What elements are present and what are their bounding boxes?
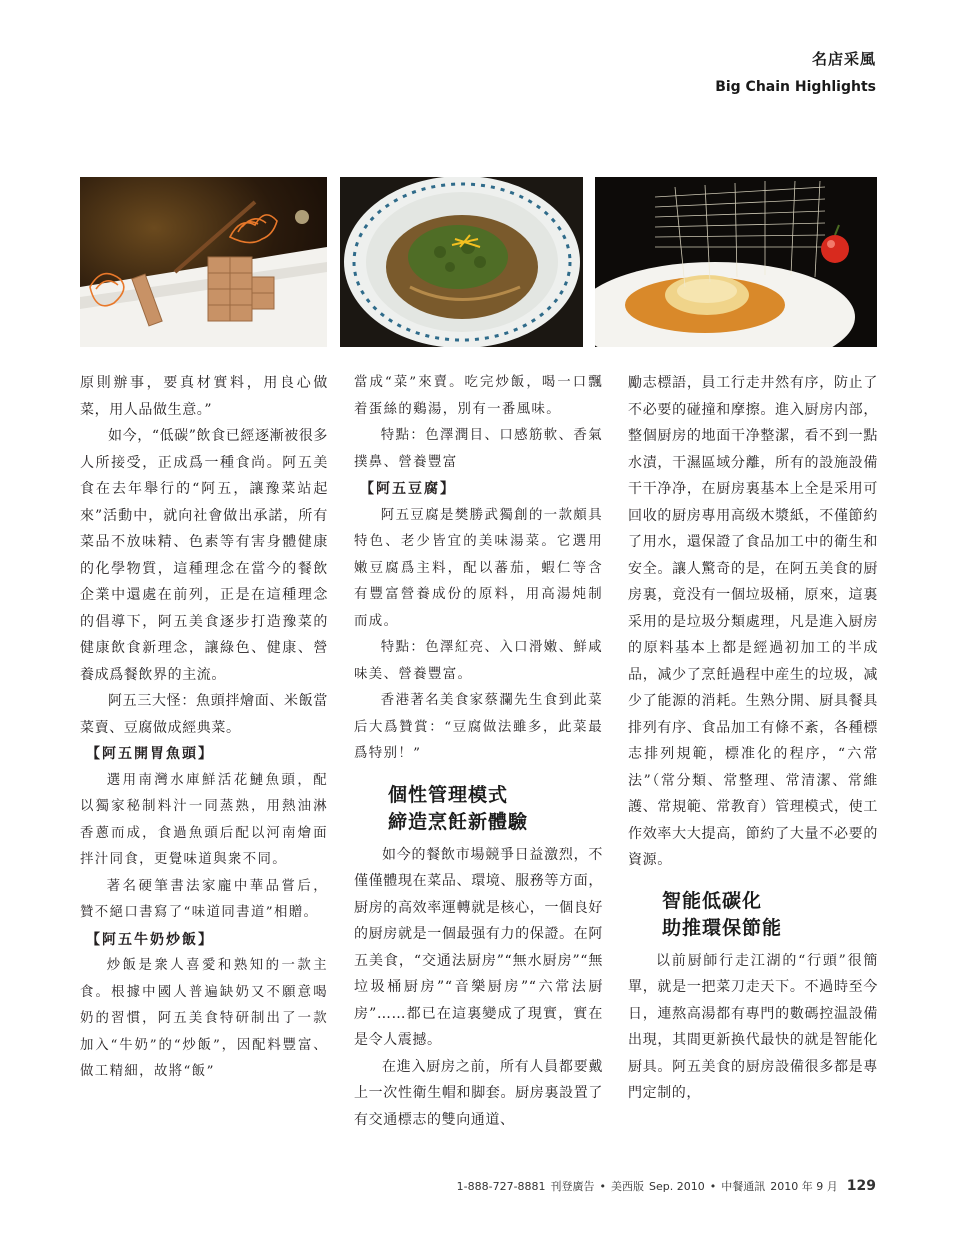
footer-separator: • bbox=[599, 1180, 607, 1193]
paragraph: 以前厨師行走江湖的“行頭”很簡單，就是一把菜刀走天下。不過時至今日，連熬高湯都有專門的數碼控温設備出現，其間更新换代最快的就是智能化厨具。阿五美食的厨房設備很多都是專門定制的， bbox=[628, 952, 878, 1101]
paragraph: 著名硬筆書法家龐中華品嘗后，贊不絕口書寫了“味道同書道”相贈。 bbox=[80, 878, 328, 920]
footer-separator: • bbox=[709, 1180, 717, 1193]
paragraph: 如今，“低碳”飲食已經逐漸被很多人所接受，正成爲一種食尚。阿五美食在去年舉行的“阿五，讓豫菜站起來”活動中，就向社會做出承諾，所有菜品不放味精、色素等有害身體健康的化學物質，這種理念在當今的餐飲企業中還處在前列，正是在這種理念的倡導下，阿五美食逐步打造豫菜的健康飲食新理念，讓綠色、健康、營養成爲餐飲界的主流。 bbox=[80, 428, 328, 683]
subheading-line: 締造烹飪新體驗 bbox=[388, 810, 529, 833]
paragraph: 特點：色澤紅亮、入口滑嫩、鮮咸味美、營養豐富。 bbox=[354, 640, 603, 682]
fried-tofu-dish-photo bbox=[595, 177, 877, 347]
dish-heading: 【阿五開胃魚頭】 bbox=[86, 746, 214, 762]
paragraph: 勵志標語，員工行走井然有序，防止了不必要的碰撞和摩擦。進入厨房内部，整個厨房的地面干净整潔，看不到一點水漬，干濕區域分離，所有的設施設備干干净净，在厨房裏基本上全是采用可回收的厨房專用高级木漿紙，不僅節約了用水，還保證了食品加工中的衛生和安全。讓人驚奇的是，在阿五美食的厨房裏，竟没有一個垃圾桶，原來，這裏采用的是垃圾分類處理，凡是進入厨房的原料基本上都是經過初加工的半成品，减少了烹飪過程中産生的垃圾，减少了能源的消耗。生熟分開、厨具餐具排列有序、食品加工有條不紊，各種標志排列規範，標准化的程序，“六常法”（常分類、常整理、常清潔、常維護、常規範、常教育）管理模式，使工作效率大大提高，節約了大量不必要的資源。 bbox=[628, 375, 878, 868]
footer-magazine: 中餐通訊 bbox=[721, 1180, 766, 1193]
dish-heading: 【阿五豆腐】 bbox=[360, 481, 456, 497]
subheading-line: 助推環保節能 bbox=[662, 916, 783, 939]
paragraph: 阿五三大怪：魚頭拌燴面、米飯當菜賣、豆腐做成經典菜。 bbox=[80, 693, 328, 736]
paragraph: 當成“菜”來賣。吃完炒飯，喝一口飄着蛋絲的鷄湯，別有一番風味。 bbox=[354, 375, 603, 417]
dessert-photo bbox=[80, 177, 327, 347]
footer-phone: 1-888-727-8881 bbox=[456, 1180, 546, 1193]
paragraph: 如今的餐飲市場競爭日益激烈，不僅僅體現在菜品、環境、服務等方面，厨房的高效率運轉就是核心，一個良好的厨房就是一個最强有力的保證。在阿五美食，“交通法厨房”“無水厨房”“無垃圾桶厨房”“音樂厨房”“六常法厨房”……都已在這裏變成了現實，實在是令人震撼。 bbox=[354, 846, 603, 1048]
text-column-2 bbox=[354, 370, 603, 1133]
paragraph: 選用南灣水庫鮮活花鰱魚頭，配以獨家秘制料汁一同蒸熟，用熱油淋香蔥而成，食過魚頭后配以河南燴面拌汁同食，更覺味道與衆不同。 bbox=[80, 772, 328, 867]
section-subheading bbox=[354, 782, 603, 836]
text-column-1 bbox=[80, 370, 328, 1086]
paragraph: 特點：色澤潤目、口感筋軟、香氣撲鼻、營養豐富 bbox=[354, 428, 603, 470]
dish-heading: 【阿五牛奶炒飯】 bbox=[86, 931, 214, 948]
subheading-line: 智能低碳化 bbox=[662, 889, 763, 912]
fish-head-dish-photo bbox=[340, 177, 583, 347]
paragraph: 阿五豆腐是樊勝武獨創的一款頗具特色、老少皆宜的美味湯菜。它選用嫩豆腐爲主料，配以蕃茄，蝦仁等含有豐富營養成份的原料，用高湯炖制而成。 bbox=[354, 507, 603, 629]
footer-issue-chinese: 2010 年 9 月 bbox=[770, 1180, 838, 1193]
section-header bbox=[715, 48, 876, 95]
subheading-line: 個性管理模式 bbox=[388, 783, 509, 806]
paragraph: 香港著名美食家蔡瀾先生食到此菜后大爲贊賞：“豆腐做法雖多，此菜最爲特别！” bbox=[354, 693, 603, 761]
section-subheading bbox=[628, 888, 878, 942]
section-title-chinese: 名店采風 bbox=[811, 50, 876, 68]
section-title-english: Big Chain Highlights bbox=[715, 79, 876, 95]
paragraph: 在進入厨房之前，所有人員都要戴上一次性衛生帽和脚套。厨房裏設置了有交通標志的雙向通道、 bbox=[354, 1058, 603, 1128]
paragraph: 原則辦事，要真材實料，用良心做菜，用人品做生意。” bbox=[80, 375, 328, 418]
footer-edition: 美西版 bbox=[611, 1180, 645, 1193]
footer-ad-label: 刊登廣告 bbox=[550, 1180, 595, 1193]
page-number: 129 bbox=[846, 1178, 876, 1194]
footer-issue-english: Sep. 2010 bbox=[649, 1180, 705, 1193]
text-column-3 bbox=[628, 370, 878, 1107]
page-footer bbox=[457, 1178, 876, 1194]
paragraph: 炒飯是衆人喜愛和熟知的一款主食。根據中國人普遍缺奶又不願意喝奶的習慣，阿五美食特研制出了一款加入“牛奶”的“炒飯”，因配料豐富、做工精細，故將“飯” bbox=[80, 958, 328, 1079]
